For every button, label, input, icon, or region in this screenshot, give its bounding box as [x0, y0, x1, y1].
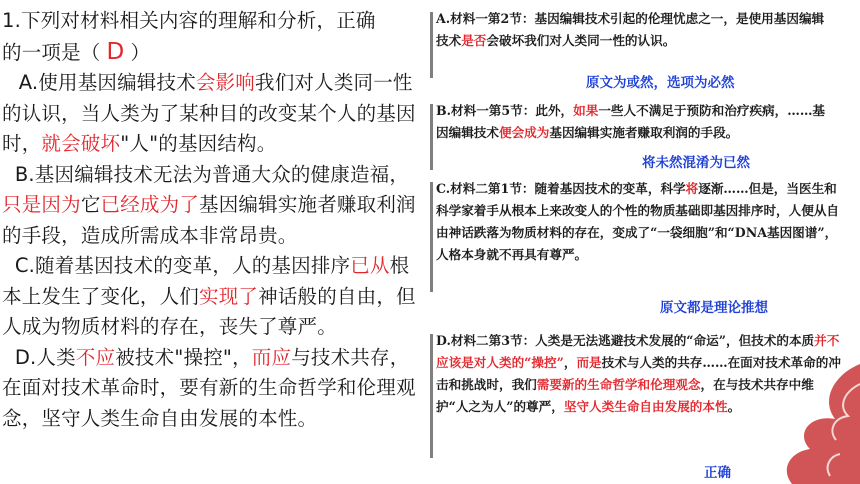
analysis-d: D.材料二第3节：人类是无法逃避技术发展的“命运”，但技术的本质并不应该是对人类的“操控”，而是技术与人类的共存……在面对技术革命的冲击和挑战时，我们需要新的生命哲学和伦理观念，在与技术共存中维护“人之为人”的尊严，坚守人类生命自由发展的本性。 — [436, 330, 842, 418]
analysis-b: B.材料一第5节：此外，如果一些人不满足于预防和治疗疾病，……基因编辑技术便会成为基因编辑实施者赚取利润的手段。 — [436, 100, 836, 144]
option-d: D.人类不应被技术"操控"，而应与技术共存，在面对技术革命时，要有新的生命哲学和伦理观念，坚守人类生命自由发展的本性。 — [2, 345, 416, 430]
note-d: 正确 — [704, 465, 731, 481]
note-a: 原文为或然，选项为必然 — [586, 75, 735, 91]
cloud-pattern-decoration — [740, 344, 860, 484]
answer-letter: D — [106, 38, 125, 65]
question-stem: 1.下列对材料相关内容的理解和分析，正确 的一项是（ D ） — [2, 9, 376, 65]
divider-bar — [430, 12, 433, 78]
note-b: 将未然混淆为已然 — [642, 155, 750, 171]
divider-bar — [430, 104, 433, 170]
option-a: A.使用基因编辑技术会影响我们对人类同一性的认识，当人类为了某种目的改变某个人的基因时，就会破坏"人"的基因结构。 — [2, 71, 416, 155]
note-c: 原文都是理论推想 — [660, 300, 768, 316]
divider-bar — [430, 182, 433, 292]
analysis-a: A.材料一第2节：基因编辑技术引起的伦理忧虑之一，是使用基因编辑技术是否会破坏我们对人类同一性的认识。 — [436, 8, 836, 52]
option-b: B.基因编辑技术无法为普通大众的健康造福，只是因为它已经成为了基因编辑实施者赚取利润的手段，造成所需成本非常昂贵。 — [2, 162, 416, 247]
analysis-c: C.材料二第1节：随着基因技术的变革，科学将逐渐……但是，当医生和科学家着手从根本上来改变人的个性的物质基础即基因排序时，人便从自由神话跌落为物质材料的存在，变成了“一袋细胞”和“DNA基因图谱”，人格本身就不再具有尊严。 — [436, 178, 842, 266]
question-block — [2, 6, 420, 434]
option-c: C.随着基因技术的变革，人的基因排序已从根本上发生了变化，人们实现了神话般的自由，但人成为物质材料的存在，丧失了尊严。 — [2, 254, 416, 338]
divider-bar — [430, 334, 433, 458]
